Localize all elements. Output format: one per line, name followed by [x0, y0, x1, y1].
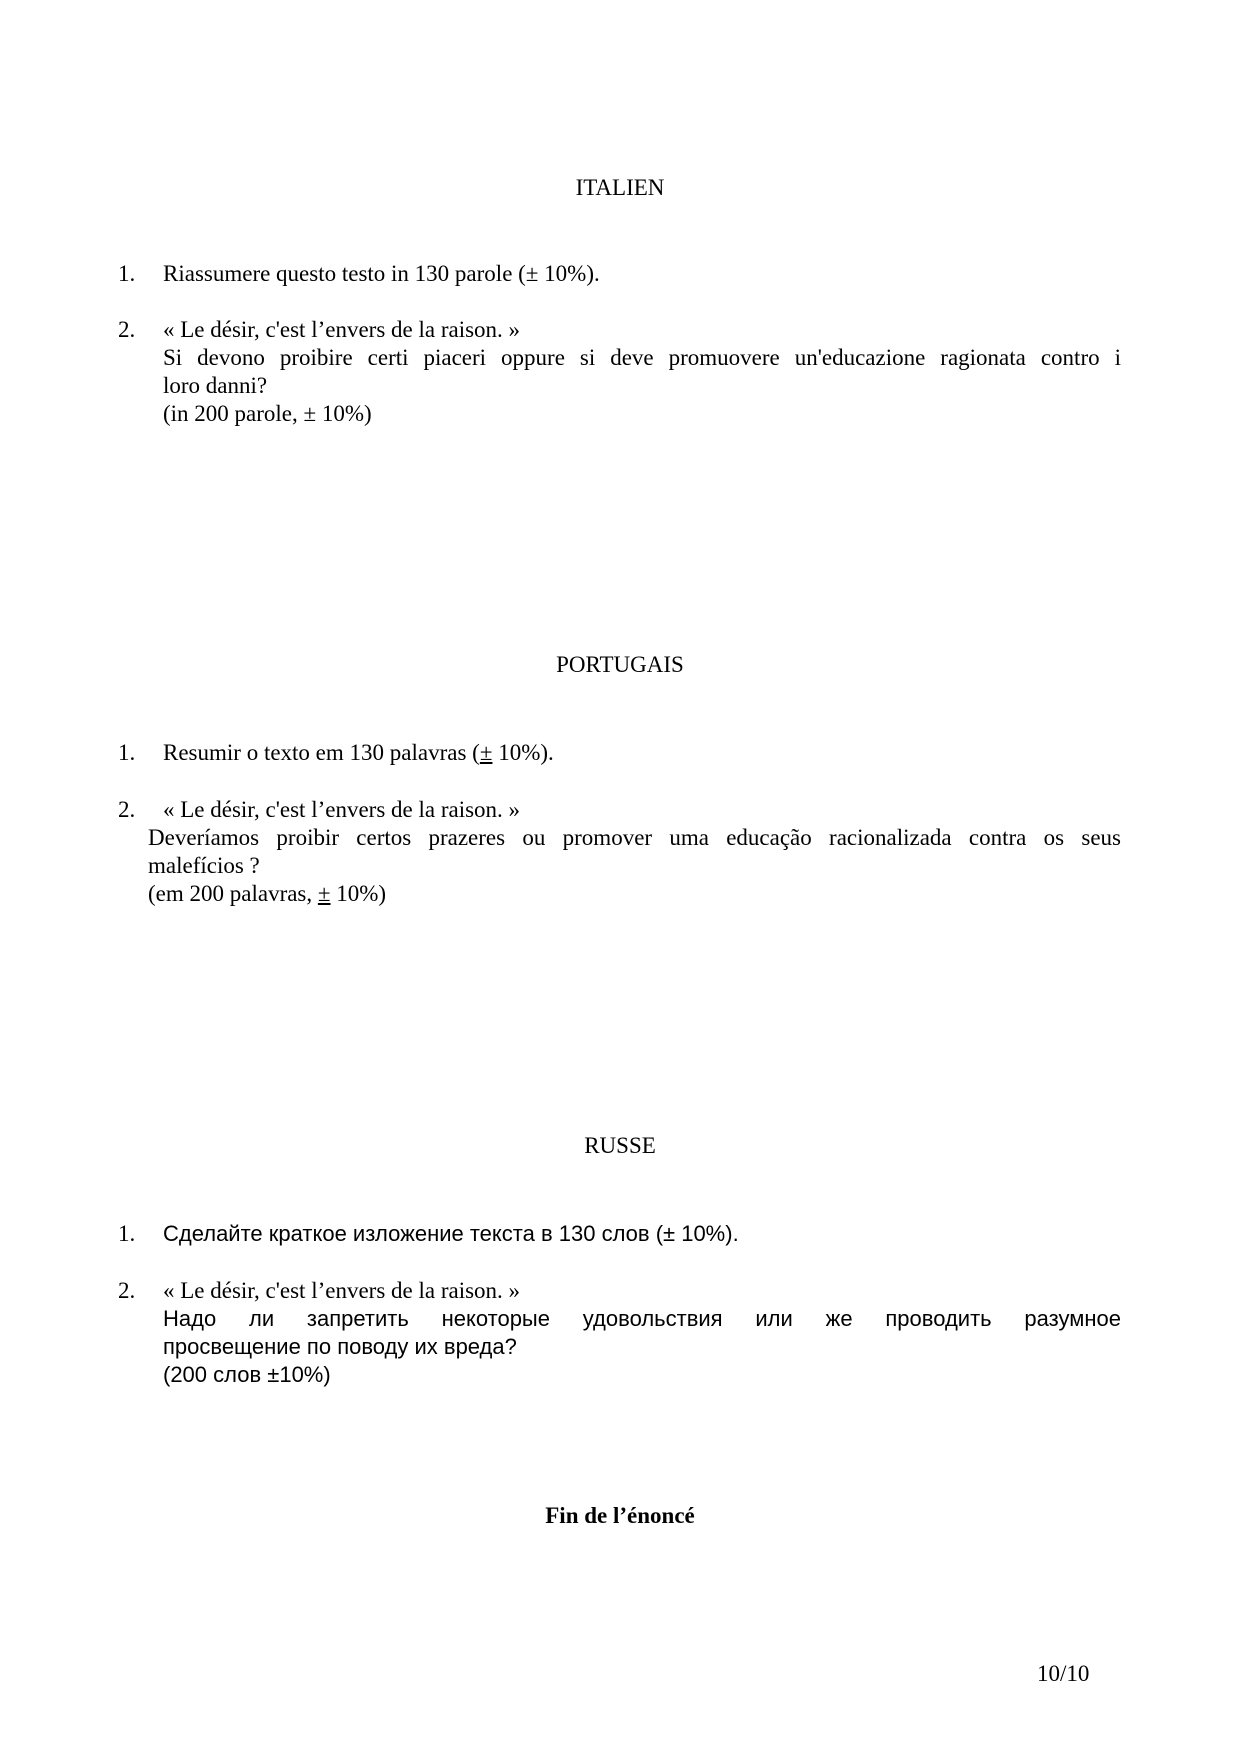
end-of-statement: Fin de l’énoncé: [545, 1503, 695, 1528]
question-text: Сделайте краткое изложение текста в 130 слов (± 10%).: [163, 1221, 739, 1246]
question-number: 1.: [118, 261, 136, 286]
question-text: Resumir o texto em 130 palavras (± 10%).: [163, 740, 554, 765]
section-title-russe: RUSSE: [584, 1133, 656, 1158]
question-text-line: Надо ли запретить некоторые удовольствия или же проводить разумное: [163, 1306, 1121, 1331]
page-number: 10/10: [1037, 1661, 1090, 1686]
question-number: 2.: [118, 797, 136, 822]
question-text-line: Si devono proibire certi piaceri oppure si deve promuovere un'educazione ragionata contro i: [163, 345, 1121, 370]
section-title-portugais: PORTUGAIS: [556, 652, 684, 677]
question-number: 2.: [118, 317, 136, 342]
question-text: Riassumere questo testo in 130 parole (± 10%).: [163, 261, 600, 286]
question-text-line: просвещение по поводу их вреда?: [163, 1334, 517, 1359]
word-count-note: (em 200 palavras, ± 10%): [148, 881, 387, 906]
word-count-note: (200 слов ±10%): [163, 1362, 331, 1387]
word-count-note: (in 200 parole, ± 10%): [163, 401, 372, 426]
quote-text: « Le désir, c'est l’envers de la raison. »: [163, 1278, 521, 1303]
question-text-line: Deveríamos proibir certos prazeres ou promover uma educação racionalizada contra os seus: [148, 825, 1121, 850]
question-number: 1.: [118, 740, 136, 765]
question-number: 2.: [118, 1278, 136, 1303]
quote-text: « Le désir, c'est l’envers de la raison. »: [163, 317, 521, 342]
question-text-line: malefícios ?: [148, 853, 260, 878]
question-number: 1.: [118, 1221, 136, 1246]
question-text-line: loro danni?: [163, 373, 268, 398]
quote-text: « Le désir, c'est l’envers de la raison. »: [163, 797, 521, 822]
section-title-italien: ITALIEN: [575, 175, 665, 200]
